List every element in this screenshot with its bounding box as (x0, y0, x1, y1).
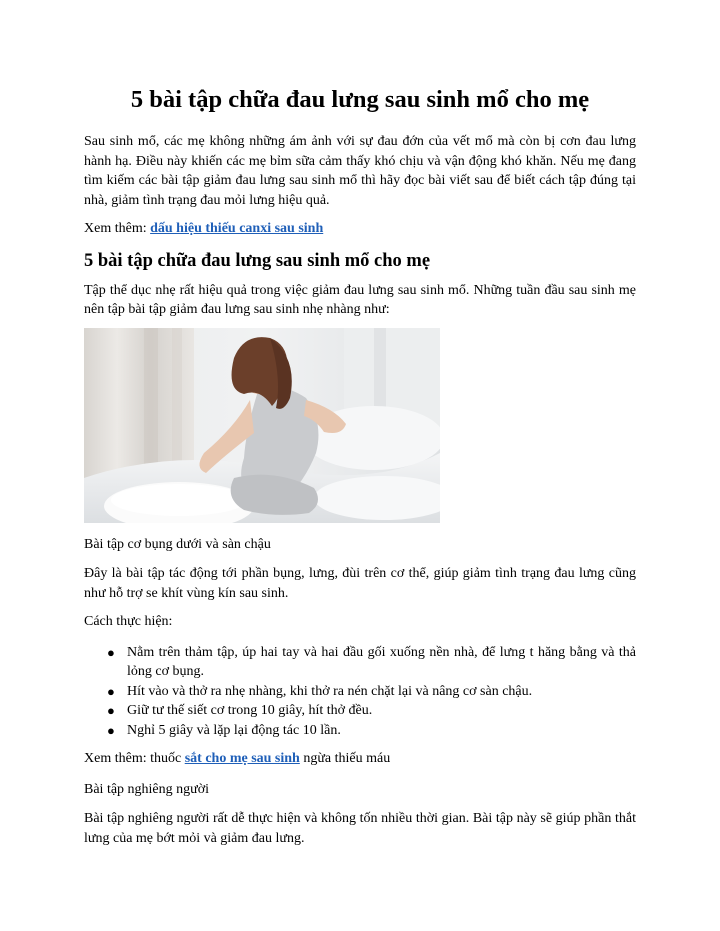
exercise-intro-paragraph: Tập thể dục nhẹ rất hiệu quả trong việc giảm đau lưng sau sinh mổ. Những tuần đầu sau sinh mẹ nên tập bài tập giảm đau lưng sau sinh nhẹ nhàng như: (84, 282, 636, 317)
steps-list (84, 643, 636, 741)
bullet-icon: ● (107, 703, 115, 718)
bullet-icon: ● (107, 683, 115, 699)
step-text: Giữ tư thế siết cơ trong 10 giây, hít thở đều. (127, 703, 373, 718)
see-also-2 (84, 749, 636, 769)
see-also-2-prefix: Xem thêm: thuốc (84, 751, 185, 766)
intro-paragraph: Sau sinh mổ, các mẹ không những ám ảnh với sự đau đớn của vết mổ mà còn bị cơn đau lưng hành hạ. Điều này khiến các mẹ bỉm sữa cảm thấy khó chịu và vận động khó khăn. Nếu mẹ đang tìm kiếm các bài tập giảm đau lưng sau sinh mổ thì hãy đọc bài viết sau để biết cách tập đúng tại nhà, giảm tình trạng đau mỏi lưng hiệu quả. (84, 134, 636, 208)
iron-supplement-link[interactable]: sắt cho mẹ sau sinh (184, 751, 300, 766)
exercise-1-title: Bài tập cơ bụng dưới và sàn chậu (84, 536, 271, 552)
section-heading: 5 bài tập chữa đau lưng sau sinh mổ cho mẹ (84, 250, 431, 271)
bullet-icon: ● (107, 722, 115, 738)
list-item (107, 643, 636, 682)
step-text: Nghỉ 5 giây và lặp lại động tác 10 lần. (127, 722, 341, 738)
see-also-2-suffix: ngừa thiếu máu (299, 751, 391, 766)
exercise-2-title: Bài tập nghiêng người (84, 781, 210, 797)
list-item (107, 701, 636, 721)
list-item (107, 721, 636, 741)
see-also-1 (84, 219, 636, 239)
how-to-label: Cách thực hiện: (84, 614, 173, 629)
see-also-1-prefix: Xem thêm: (84, 221, 151, 236)
exercise-2-description: Bài tập nghiêng người rất dễ thực hiện và không tốn nhiều thời gian. Bài tập này sẽ giúp phần thắt lưng của mẹ bớt mỏi và giảm đau lưng. (84, 811, 636, 846)
calcium-deficiency-link[interactable]: dấu hiệu thiếu canxi sau sinh (150, 221, 324, 236)
page-title: 5 bài tập chữa đau lưng sau sinh mổ cho mẹ (130, 86, 590, 113)
step-text: Nằm trên thảm tập, úp hai tay và hai đầu gối xuống nền nhà, để lưng t hăng bằng và thả lỏng cơ bụng. (127, 644, 636, 679)
bullet-icon: ● (107, 644, 115, 660)
exercise-1-description: Đây là bài tập tác động tới phần bụng, lưng, đùi trên cơ thể, giúp giảm tình trạng đau lưng cũng như hỗ trợ se khít vùng kín sau sinh. (84, 566, 636, 601)
step-text: Hít vào và thở ra nhẹ nhàng, khi thở ra nén chặt lại và nâng cơ sàn chậu. (127, 683, 533, 699)
document-page (84, 82, 636, 848)
list-item (107, 682, 636, 702)
woman-back-pain-photo (84, 328, 440, 523)
